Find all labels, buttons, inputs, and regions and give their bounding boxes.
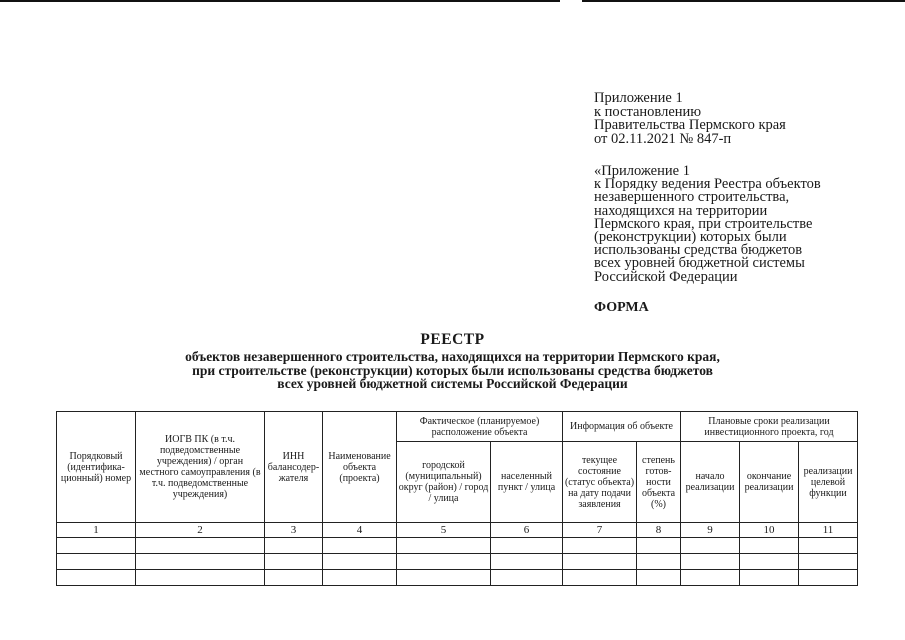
order-attachment-line: Российской Федерации <box>594 268 738 285</box>
table-cell <box>136 538 265 554</box>
table-cell <box>57 570 136 586</box>
col-header-authority: ИОГВ ПК (в т.ч. подведомственные учреждения) / орган местного самоуправления (в т.ч. подведомственные учреждения) <box>136 412 265 523</box>
col-header-readiness: степень готов-ности объекта (%) <box>637 442 681 523</box>
column-number: 6 <box>491 523 563 538</box>
order-attachment-line: находящихся на территории <box>594 202 768 219</box>
col-header-target-function: реализации целевой функции <box>799 442 858 523</box>
column-number: 2 <box>136 523 265 538</box>
table-cell <box>323 570 397 586</box>
table-cell <box>740 538 799 554</box>
order-attachment-line: «Приложение 1 <box>594 163 690 179</box>
column-number: 9 <box>681 523 740 538</box>
col-header-ordinal-number: Порядковый (идентифика-ционный) номер <box>57 412 136 523</box>
col-header-start: начало реализации <box>681 442 740 523</box>
column-numbers-row <box>57 523 858 538</box>
attachment-line: Приложение 1 <box>594 90 683 106</box>
table-cell <box>265 570 323 586</box>
order-attachment-block <box>594 165 821 284</box>
document-subtitle <box>0 350 905 391</box>
col-header-settlement: населенный пункт / улица <box>491 442 563 523</box>
table-cell <box>397 554 491 570</box>
form-label: ФОРМА <box>594 300 649 315</box>
header-row-groups <box>57 412 858 442</box>
table-cell <box>491 570 563 586</box>
table-row <box>57 554 858 570</box>
order-attachment-line: всех уровней бюджетной системы <box>594 255 805 272</box>
subtitle-line: всех уровней бюджетной системы Российской Федерации <box>277 376 628 391</box>
group-header-object-info: Информация об объекте <box>563 412 681 442</box>
order-attachment-line: Пермского края, при строительстве <box>594 215 813 232</box>
table-cell <box>681 570 740 586</box>
table-row <box>57 570 858 586</box>
table-cell <box>799 554 858 570</box>
col-header-end: окончание реализации <box>740 442 799 523</box>
table-cell <box>397 570 491 586</box>
table-cell <box>637 570 681 586</box>
col-header-district: городской (муниципальный) округ (район) / город / улица <box>397 442 491 523</box>
table-cell <box>265 554 323 570</box>
subtitle-line: объектов незавершенного строительства, находящихся на территории Пермского края, <box>185 349 720 364</box>
table-cell <box>136 554 265 570</box>
column-number: 11 <box>799 523 858 538</box>
table-cell <box>563 538 637 554</box>
table-cell <box>136 570 265 586</box>
attachment-line: Правительства Пермского края <box>594 117 786 134</box>
table-cell <box>799 538 858 554</box>
registry-table <box>56 411 858 586</box>
table-cell <box>681 538 740 554</box>
group-header-location: Фактическое (планируемое) расположение объекта <box>397 412 563 442</box>
column-number: 7 <box>563 523 637 538</box>
column-number: 8 <box>637 523 681 538</box>
column-number: 10 <box>740 523 799 538</box>
table-cell <box>323 554 397 570</box>
table-cell <box>740 570 799 586</box>
attachment-block <box>594 92 786 146</box>
order-attachment-line: незавершенного строительства, <box>594 189 790 206</box>
table-cell <box>740 554 799 570</box>
column-number: 4 <box>323 523 397 538</box>
order-attachment-line: использованы средства бюджетов <box>594 242 803 259</box>
table-cell <box>323 538 397 554</box>
table-cell <box>57 538 136 554</box>
table-cell <box>637 538 681 554</box>
table-cell <box>799 570 858 586</box>
table-cell <box>57 554 136 570</box>
order-attachment-line: (реконструкции) которых были <box>594 229 787 246</box>
order-attachment-line: к Порядку ведения Реестра объектов <box>594 176 821 193</box>
document-title: РЕЕСТР <box>420 331 485 348</box>
group-header-planned-terms: Плановые сроки реализации инвестиционного проекта, год <box>681 412 858 442</box>
col-header-inn: ИНН балансодер-жателя <box>265 412 323 523</box>
table-cell <box>563 554 637 570</box>
scan-top-edge-line <box>0 0 905 2</box>
scan-top-edge-gap <box>560 0 582 3</box>
table-cell <box>265 538 323 554</box>
table-cell <box>637 554 681 570</box>
table-cell <box>681 554 740 570</box>
column-number: 5 <box>397 523 491 538</box>
attachment-line: от 02.11.2021 № 847-п <box>594 130 732 147</box>
column-number: 1 <box>57 523 136 538</box>
table-cell <box>491 554 563 570</box>
col-header-object-name: Наименование объекта (проекта) <box>323 412 397 523</box>
table-cell <box>397 538 491 554</box>
table-row <box>57 538 858 554</box>
table-cell <box>491 538 563 554</box>
subtitle-line: при строительстве (реконструкции) которых были использованы средства бюджетов <box>192 362 713 378</box>
attachment-line: к постановлению <box>594 103 702 120</box>
column-number: 3 <box>265 523 323 538</box>
table-cell <box>563 570 637 586</box>
col-header-current-status: текущее состояние (статус объекта) на дату подачи заявления <box>563 442 637 523</box>
